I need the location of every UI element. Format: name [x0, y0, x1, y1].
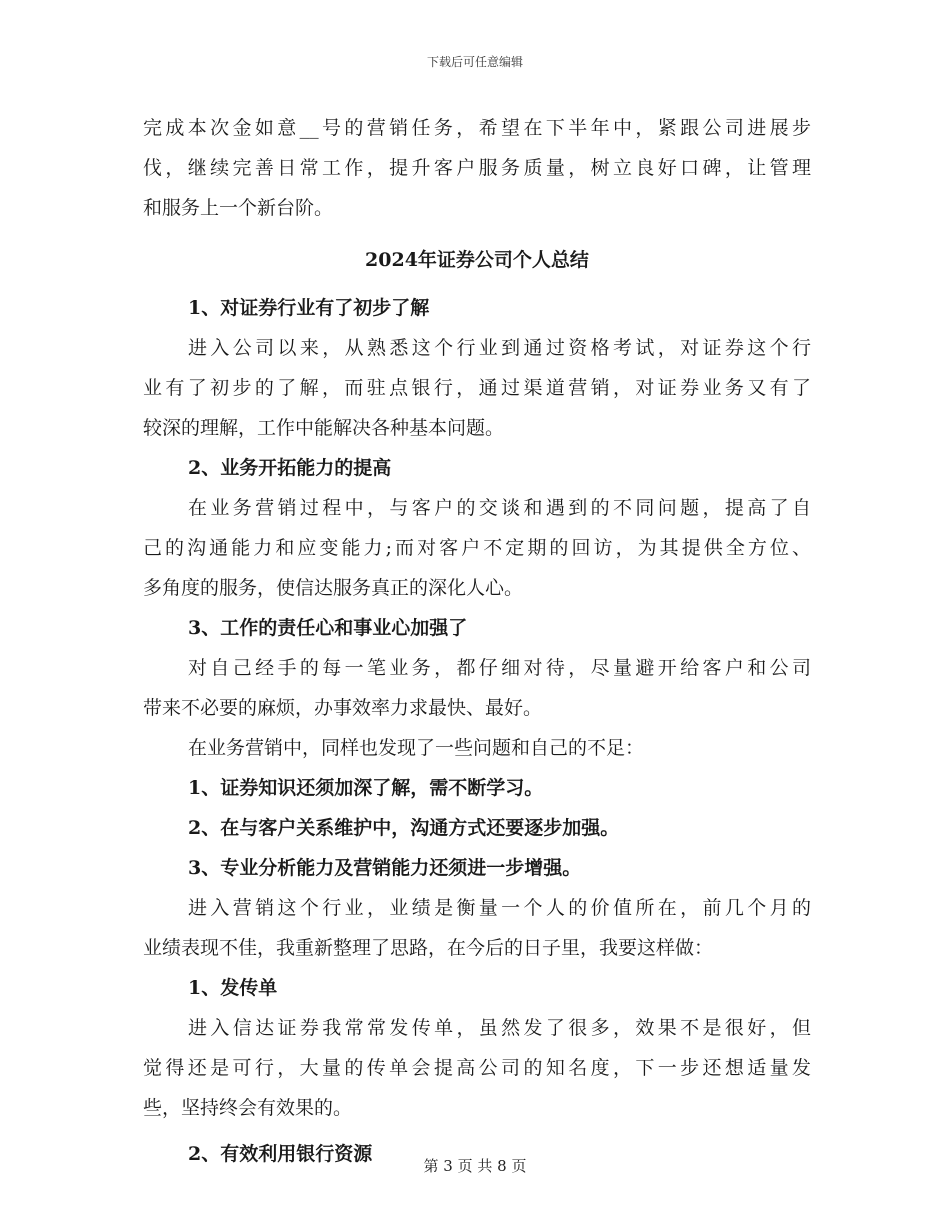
section-heading: 1、对证券行业有了初步了解: [188, 297, 430, 319]
section-heading: 2、业务开拓能力的提高: [188, 457, 392, 479]
page-header: 下载后可任意编辑: [426, 55, 523, 69]
section-heading: 3、工作的责任心和事业心加强了: [188, 617, 468, 639]
body-line: 对自己经手的每一笔业务，都仔细对待，尽量避开给客户和公司: [188, 657, 811, 679]
document-title: 2024年证券公司个人总结: [365, 249, 589, 271]
body-line: 多角度的服务，使信达服务真正的深化人心。: [143, 577, 524, 599]
problem-item: 3、专业分析能力及营销能力还须进一步增强。: [188, 857, 582, 879]
body-line: 进入信达证券我常常发传单，虽然发了很多，效果不是很好，但: [188, 1017, 811, 1039]
body-line: 在业务营销中，同样也发现了一些问题和自己的不足：: [188, 737, 645, 759]
section-heading: 1、发传单: [188, 977, 278, 999]
page-footer: 第 3 页 共 8 页: [423, 1157, 527, 1175]
body-line: 觉得还是可行，大量的传单会提高公司的知名度，下一步还想适量发: [143, 1057, 811, 1079]
problem-item: 1、证券知识还须加深了解，需不断学习。: [188, 777, 544, 799]
body-line: 较深的理解，工作中能解决各种基本问题。: [143, 417, 505, 439]
section-heading: 2、有效利用银行资源: [188, 1143, 373, 1165]
body-line: 些，坚持终会有效果的。: [143, 1097, 353, 1119]
body-line: 伐，继续完善日常工作，提升客户服务质量，树立良好口碑，让管理: [143, 157, 811, 179]
body-line: 在业务营销过程中，与客户的交谈和遇到的不同问题，提高了自: [188, 497, 811, 519]
body-line: 和服务上一个新台阶。: [143, 197, 334, 219]
body-line: 业绩表现不佳，我重新整理了思路，在今后的日子里，我要这样做：: [143, 937, 714, 959]
body-line: 进入公司以来，从熟悉这个行业到通过资格考试，对证券这个行: [188, 337, 811, 359]
body-line: 己的沟通能力和应变能力;而对客户不定期的回访，为其提供全方位、: [143, 537, 811, 559]
body-line: 业有了初步的了解，而驻点银行，通过渠道营销，对证券业务又有了: [143, 377, 811, 399]
problem-item: 2、在与客户关系维护中，沟通方式还要逐步加强。: [188, 817, 620, 839]
body-line: 带来不必要的麻烦，办事效率力求最快、最好。: [143, 697, 543, 719]
body-line: 进入营销这个行业，业绩是衡量一个人的价值所在，前几个月的: [188, 897, 811, 919]
body-line: 完成本次金如意__号的营销任务，希望在下半年中，紧跟公司进展步: [143, 117, 811, 139]
document-body: [143, 108, 811, 1174]
